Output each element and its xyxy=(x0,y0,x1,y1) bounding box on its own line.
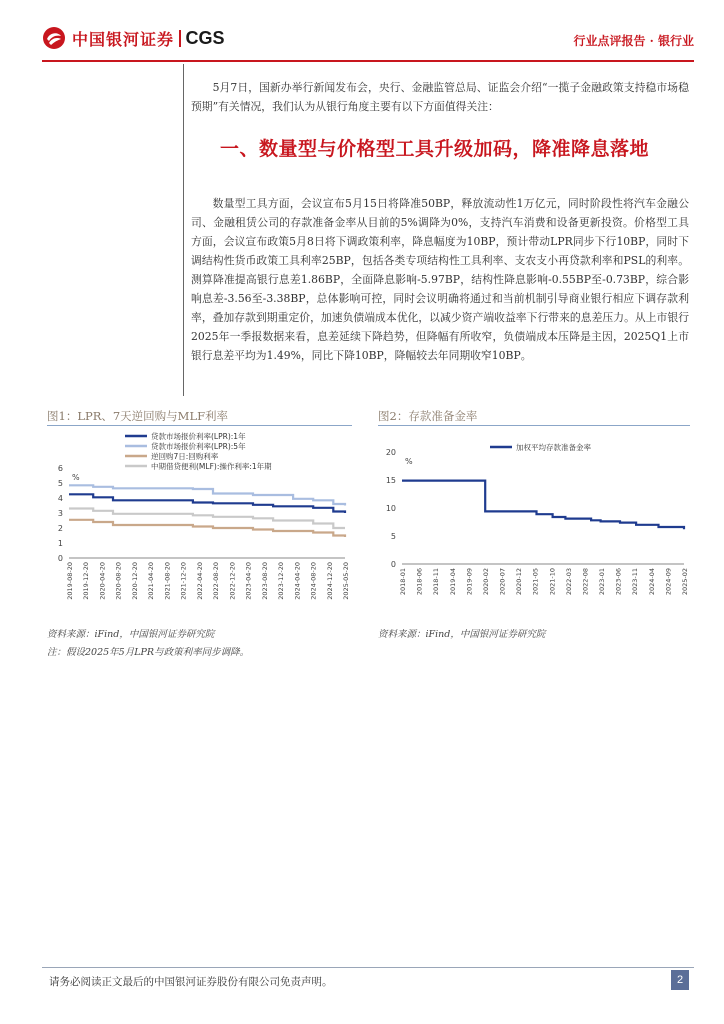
x-tick-label: 2019-08-20 xyxy=(66,562,74,600)
figure2-chart xyxy=(372,428,692,618)
figure2-source: 资料来源：iFind，中国银河证券研究院 xyxy=(378,629,546,640)
x-tick-label: 2023-01 xyxy=(598,568,607,596)
x-tick-label: 2021-10 xyxy=(548,568,557,596)
x-tick-label: 2023-08-20 xyxy=(260,562,269,600)
y-unit-label: % xyxy=(405,457,413,466)
header-divider xyxy=(42,60,694,62)
figure1-rule xyxy=(47,425,352,426)
x-tick-label: 2024-04-20 xyxy=(293,562,302,600)
x-tick-label: 2024-08-20 xyxy=(309,562,318,600)
y-tick-label: 2 xyxy=(57,524,63,533)
x-tick-label: 2022-12-20 xyxy=(228,562,237,600)
footer-disclaimer: 请务必阅读正文最后的中国银河证券股份有限公司免责声明。 xyxy=(49,976,333,988)
legend-label: 中期借贷便利(MLF):操作利率:1年期 xyxy=(151,462,272,471)
report-type: 行业点评报告 · 银行业 xyxy=(573,34,694,48)
x-tick-label: 2019-04 xyxy=(448,568,457,596)
x-tick-label: 2025-05-20 xyxy=(342,562,350,600)
x-tick-label: 2022-08 xyxy=(581,568,590,596)
x-tick-label: 2024-12-20 xyxy=(325,562,334,600)
y-tick-label: 20 xyxy=(385,448,396,457)
intro-paragraph: 5月7日，国新办举行新闻发布会，央行、金融监管总局、证监会介绍“一揽子金融政策支持稳市场稳预期”有关情况，我们认为从银行角度主要有以下方面值得关注： xyxy=(191,81,689,113)
y-unit-label: % xyxy=(72,473,80,482)
footer-divider xyxy=(42,967,694,968)
x-tick-label: 2021-05 xyxy=(531,568,540,596)
series-line xyxy=(402,481,684,530)
figure1-title: 图1：LPR、7天逆回购与MLF利率 xyxy=(47,409,229,423)
y-tick-label: 10 xyxy=(385,504,396,513)
logo-mark-icon xyxy=(42,26,66,50)
x-tick-label: 2019-12-20 xyxy=(82,562,91,600)
margin-rule xyxy=(183,64,184,396)
x-tick-label: 2022-08-20 xyxy=(212,562,221,600)
x-tick-label: 2022-04-20 xyxy=(195,562,204,600)
x-tick-label: 2024-04 xyxy=(647,568,656,596)
x-tick-label: 2024-09 xyxy=(664,568,673,596)
legend-label: 贷款市场报价利率(LPR):5年 xyxy=(151,442,246,451)
figure2-rule xyxy=(378,425,690,426)
x-tick-label: 2023-12-20 xyxy=(277,562,286,600)
x-tick-label: 2018-01 xyxy=(399,568,407,596)
x-tick-label: 2023-06 xyxy=(614,568,623,596)
section-title: 一、数量型与价格型工具升级加码，降准降息落地 xyxy=(220,138,650,160)
logo-separator xyxy=(179,30,181,47)
logo-text-cn: 中国银河证券 xyxy=(72,29,175,49)
figure2-title: 图2：存款准备金率 xyxy=(378,409,478,423)
x-tick-label: 2021-04-20 xyxy=(147,562,156,600)
series-line xyxy=(69,509,345,529)
x-tick-label: 2020-12 xyxy=(515,568,524,596)
x-tick-label: 2018-11 xyxy=(432,568,441,596)
figure1-note: 注：假设2025年5月LPR与政策利率同步调降。 xyxy=(47,647,250,658)
y-tick-label: 6 xyxy=(57,464,63,473)
y-tick-label: 5 xyxy=(390,532,396,541)
x-tick-label: 2020-04-20 xyxy=(98,562,107,600)
body-paragraph: 数量型工具方面，会议宣布5月15日将降准50BP，释放流动性1万亿元，同时阶段性将汽车金融公司、金融租赁公司的存款准备金率从目前的5%调降为0%，支持汽车消费和设备更新投资。价格型工具方面，会议宣布政策5月8日将下调政策利率，降息幅度为10BP，预计带动LPR同步下行10BP，同时下调结构性货币政策工具利率25BP，包括各类专项结构性工具利率、支农支小再贷款利率和PSL的利率。测算降准提高银行息差1.86BP，全面降息影响-5.97BP，结构性降息影响-0.55BP至-0.73BP，综合影响息差-3.56至-3.38BP，总体影响可控，同时会议明确将通过和当前机制引导商业银行相应下调存款利率，叠加存款到期重定价，加速负债端成本优化，以减少资产端收益率下行带来的息差压力。从上市银行2025年一季报数据来看，息差延续下降趋势，但降幅有所收窄，负债端成本压降是主因，2025Q1上市银行息差平均为1.49%，同比下降10BP，降幅较去年同期收窄10BP。 xyxy=(191,197,689,362)
x-tick-label: 2023-11 xyxy=(631,568,640,596)
y-tick-label: 4 xyxy=(57,494,63,503)
x-tick-label: 2020-02 xyxy=(481,568,490,596)
x-tick-label: 2019-09 xyxy=(465,568,474,596)
x-tick-label: 2022-03 xyxy=(564,568,573,596)
y-tick-label: 15 xyxy=(385,476,396,485)
y-tick-label: 3 xyxy=(57,509,63,518)
legend-label: 逆回购7日:回购利率 xyxy=(151,452,219,461)
x-tick-label: 2018-06 xyxy=(415,568,424,596)
x-tick-label: 2023-04-20 xyxy=(244,562,253,600)
legend-label: 贷款市场报价利率(LPR):1年 xyxy=(151,432,246,441)
figure1-chart xyxy=(47,428,357,618)
y-tick-label: 5 xyxy=(57,479,63,488)
x-tick-label: 2020-07 xyxy=(498,568,507,596)
x-tick-label: 2020-12-20 xyxy=(130,562,139,600)
legend-label: 加权平均存款准备金率 xyxy=(516,443,591,452)
x-tick-label: 2021-08-20 xyxy=(163,562,172,600)
y-tick-label: 1 xyxy=(57,539,63,548)
company-logo xyxy=(42,26,225,50)
y-tick-label: 0 xyxy=(390,560,396,569)
logo-text-en: CGS xyxy=(185,27,225,48)
figure1-source: 资料来源：iFind，中国银河证券研究院 xyxy=(47,629,215,640)
y-tick-label: 0 xyxy=(57,554,63,563)
series-line xyxy=(69,520,345,537)
x-tick-label: 2025-02 xyxy=(681,568,689,596)
x-tick-label: 2020-08-20 xyxy=(114,562,123,600)
page-number: 2 xyxy=(671,970,689,990)
x-tick-label: 2021-12-20 xyxy=(179,562,188,600)
